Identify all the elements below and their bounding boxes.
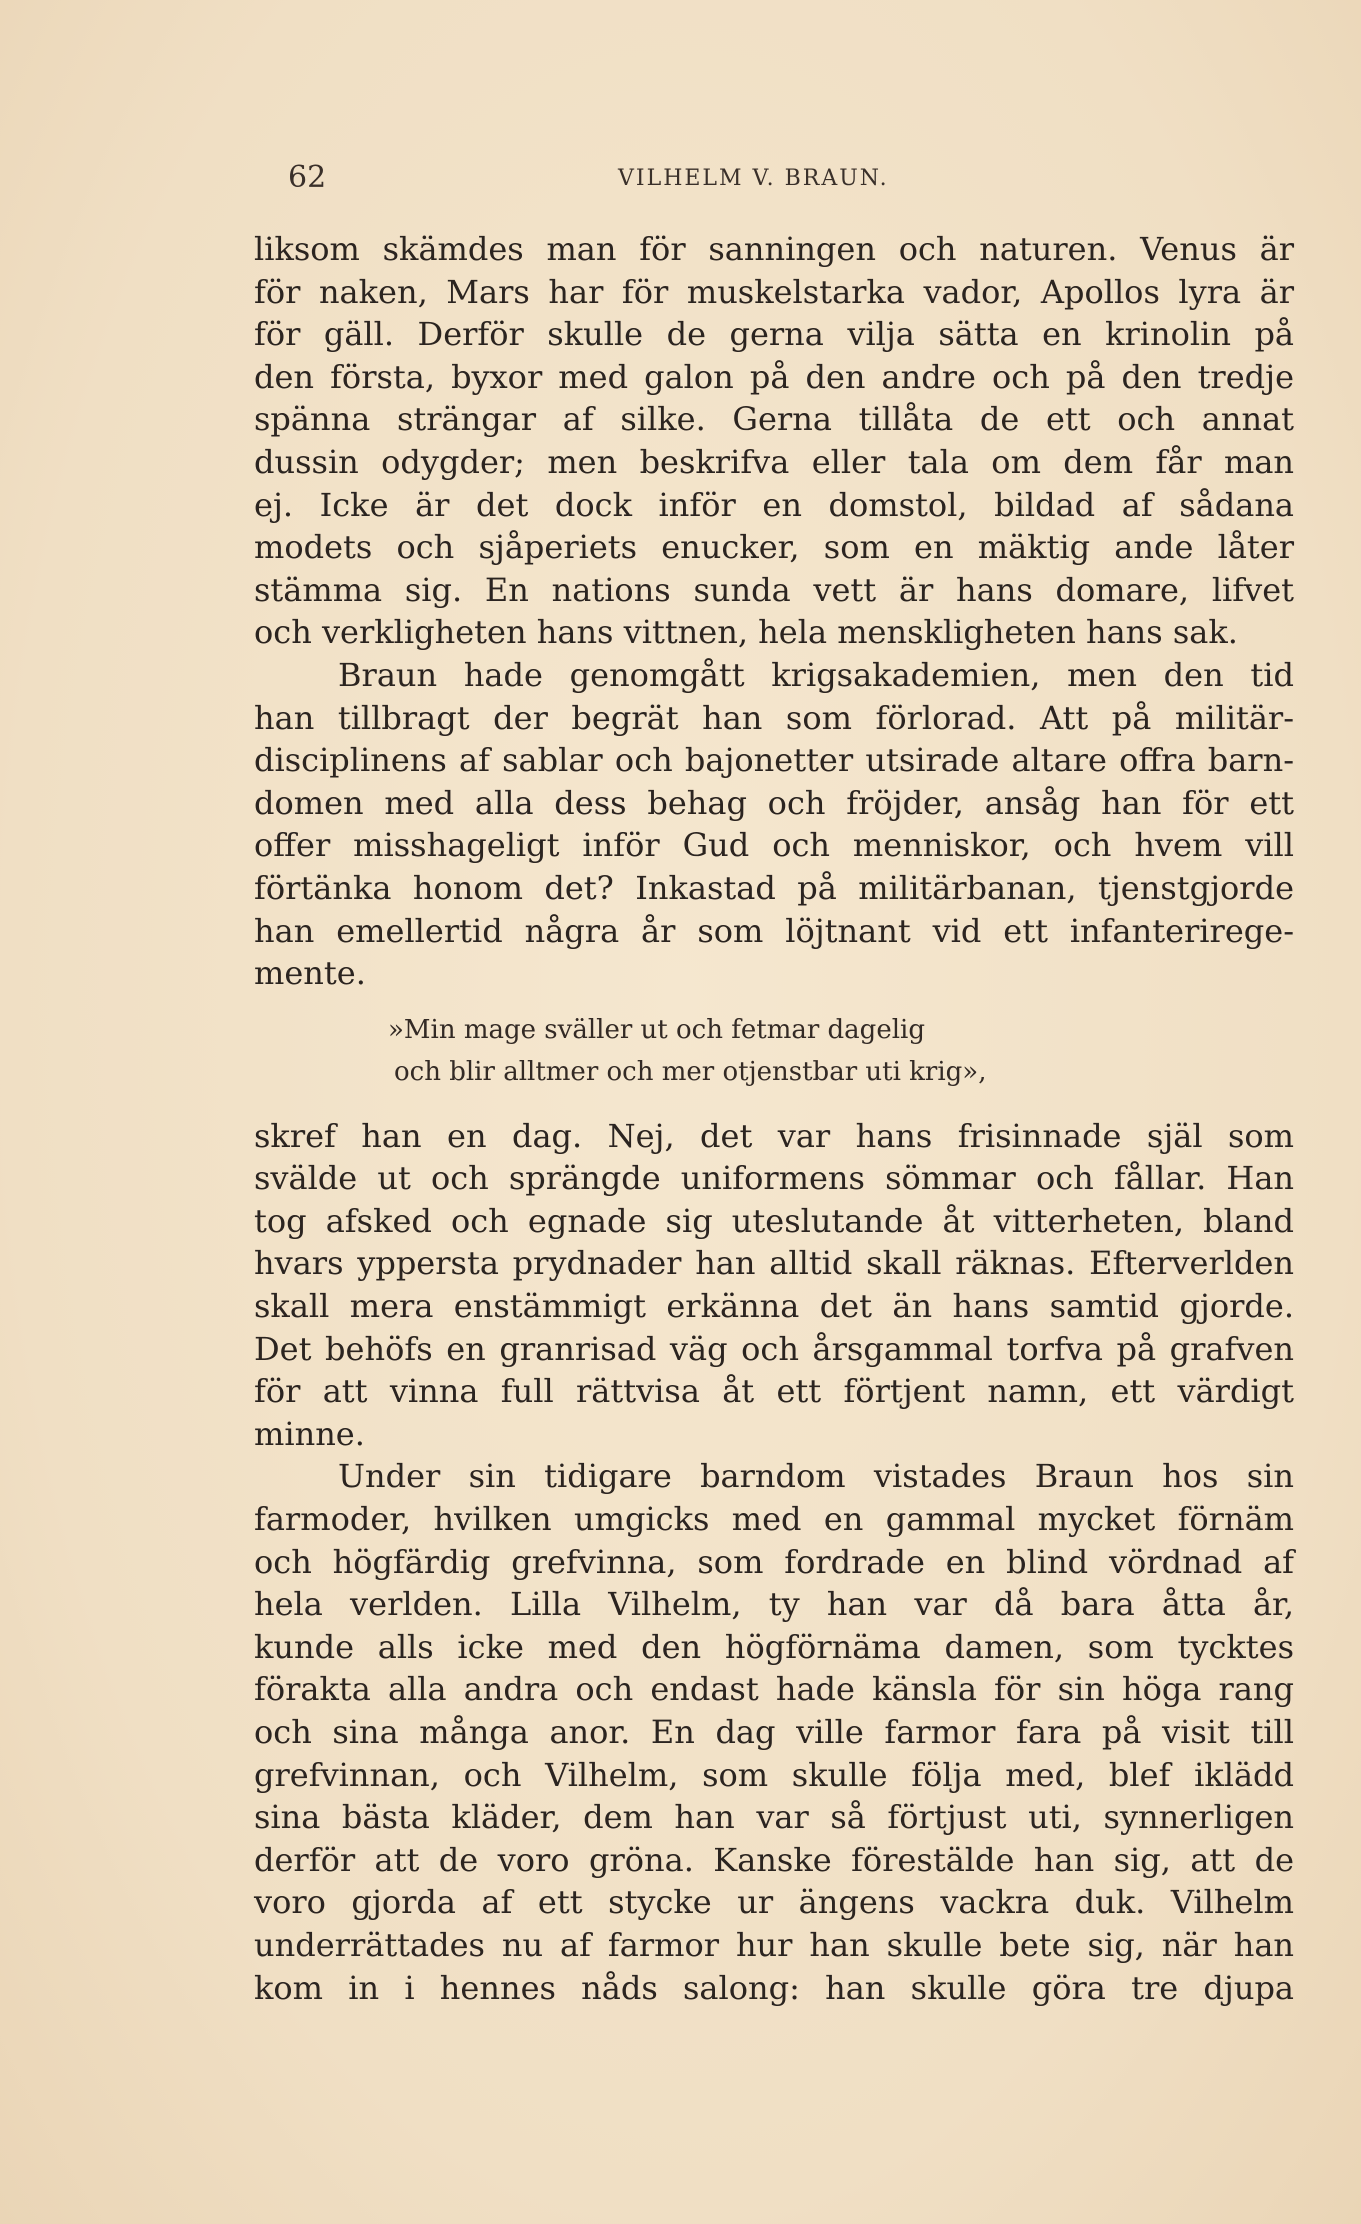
text-line: minne. (254, 1414, 365, 1453)
text-line: han tillbragt der begrät han som förlorad. Att på militär- (254, 698, 1294, 737)
text-line: för gäll. Derför skulle de gerna vilja sätta en krinolin på (254, 315, 1294, 354)
text-line: spänna strängar af silke. Gerna tillåta de ett och annat (254, 400, 1294, 439)
paragraph (254, 1455, 1294, 2009)
text-line: hvars yppersta prydnader han alltid skall räknas. Efterverlden (254, 1244, 1294, 1283)
text-line: derför att de voro gröna. Kanske förestälde han sig, att de (254, 1840, 1294, 1879)
text-line: och verkligheten hans vittnen, hela menskligheten hans sak. (254, 613, 1238, 652)
text-line: farmoder, hvilken umgicks med en gammal mycket förnäm (254, 1500, 1294, 1539)
verse-line: och blir alltmer och mer otjenstbar uti krig», (394, 1056, 987, 1087)
text-line: och sina många anor. En dag ville farmor fara på visit till (254, 1713, 1294, 1751)
text-line: sina bästa kläder, dem han var så förtjust uti, synnerligen (254, 1798, 1294, 1837)
text-line: offer misshageligt inför Gud och menniskor, och hvem vill (254, 826, 1294, 865)
text-line: förakta alla andra och endast hade känsla för sin höga rang (254, 1670, 1294, 1709)
paragraph (254, 1115, 1294, 1456)
text-line: skall mera enstämmigt erkänna det än hans samtid gjorde. (254, 1287, 1294, 1326)
text-line: modets och sjåperiets enucker, som en mäktig ande låter (254, 528, 1294, 567)
text-line: liksom skämdes man för sanningen och naturen. Venus är (254, 230, 1294, 268)
text-line: för naken, Mars har för muskelstarka vador, Apollos lyra är (254, 272, 1294, 311)
text-line: Braun hade genomgått krigsakademien, men den tid (338, 655, 1294, 694)
text-line: Det behöfs en granrisad väg och årsgammal torfva på grafven (254, 1329, 1294, 1368)
text-line: mente. (254, 954, 366, 993)
verse-line: »Min mage sväller ut och fetmar dagelig (388, 1014, 925, 1045)
text-line: kom in i hennes nåds salong: han skulle göra tre djupa (254, 1968, 1294, 2007)
text-line: voro gjorda af ett stycke ur ängens vackra duk. Vilhelm (254, 1883, 1294, 1922)
text-line: kunde alls icke med den högförnäma damen, som tycktes (254, 1627, 1294, 1666)
body-text (254, 228, 1294, 2009)
running-head: VILHELM V. BRAUN. (618, 166, 889, 191)
text-line: svälde ut och sprängde uniformens sömmar och fållar. Han (254, 1159, 1294, 1198)
text-line: och högfärdig grefvinna, som fordrade en blind vördnad af (254, 1542, 1294, 1581)
text-line: domen med alla dess behag och fröjder, ansåg han för ett (254, 783, 1294, 822)
text-line: den första, byxor med galon på den andre och på den tredje (254, 357, 1294, 396)
text-line: skref han en dag. Nej, det var hans frisinnade själ som (254, 1116, 1294, 1155)
text-line: hela verlden. Lilla Vilhelm, ty han var då bara åtta år, (254, 1585, 1294, 1624)
page-number: 62 (288, 160, 327, 195)
text-line: disciplinens af sablar och bajonetter utsirade altare offra barn- (254, 741, 1294, 780)
verse-quote (388, 1009, 1294, 1093)
text-line: underrättades nu af farmor hur han skulle bete sig, när han (254, 1925, 1294, 1964)
text-line: grefvinnan, och Vilhelm, som skulle följa med, blef iklädd (254, 1755, 1294, 1794)
text-line: ej. Icke är det dock inför en domstol, bildad af sådana (254, 485, 1294, 524)
text-line: förtänka honom det? Inkastad på militärbanan, tjenstgjorde (254, 868, 1294, 907)
text-line: tog afsked och egnade sig uteslutande åt vitterheten, bland (254, 1201, 1294, 1240)
paragraph (254, 654, 1294, 995)
text-line: Under sin tidigare barndom vistades Braun hos sin (338, 1457, 1294, 1496)
text-line: för att vinna full rättvisa åt ett förtjent namn, ett värdigt (254, 1372, 1294, 1411)
text-line: stämma sig. En nations sunda vett är hans domare, lifvet (254, 570, 1294, 609)
page-header (288, 160, 968, 200)
text-line: dussin odygder; men beskrifva eller tala om dem får man (254, 442, 1294, 481)
paragraph (254, 228, 1294, 654)
text-line: han emellertid några år som löjtnant vid ett infanterirege- (254, 911, 1294, 950)
